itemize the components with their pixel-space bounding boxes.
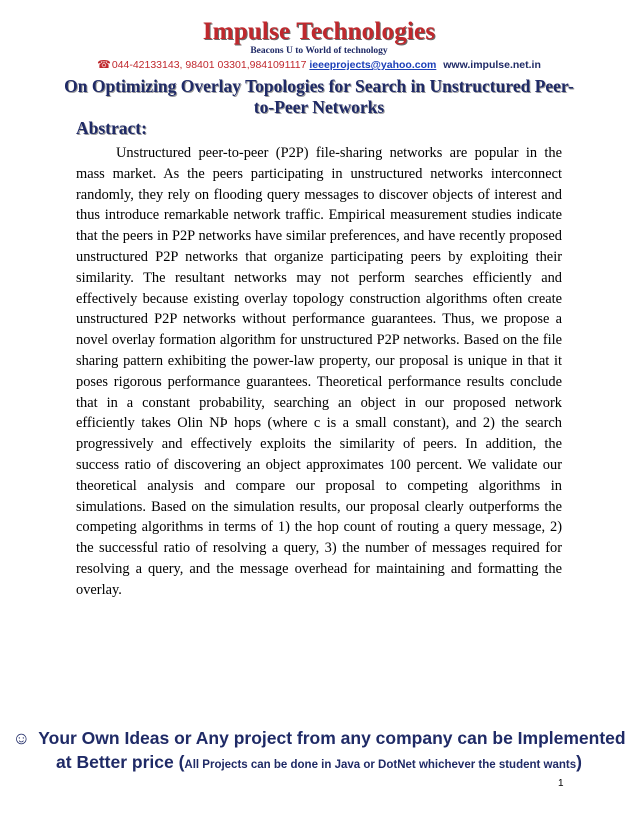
abstract-heading: Abstract: xyxy=(76,118,147,138)
phone-icon: ☎ xyxy=(97,59,111,71)
email-link[interactable]: ieeeprojects@yahoo.com xyxy=(309,59,437,71)
company-tagline: Beacons U to World of technology xyxy=(250,46,388,56)
phone-numbers: 044-42133143, 98401 03301,9841091117 xyxy=(111,59,307,71)
page-number: 1 xyxy=(558,778,564,789)
company-name: Impulse Technologies xyxy=(202,18,436,45)
abstract-body: Unstructured peer-to-peer (P2P) file-sharing networks are popular in the mass market. As the peers participating in unstructured networks interconnect randomly, they rely on flooding query messages to discover objects of interest and thus introduce remarkable network traffic. Empirical measurement studies indicate that the peers in P2P networks have similar preferences, and have recently proposed unstructured P2P networks that organize participating peers by exploiting their similarity. The resultant networks may not perform searches efficiently and effectively because existing overlay topology construction algorithms often create unstructured P2P networks without performance guarantees. Thus, we propose a novel overlay formation algorithm for unstructured P2P networks. Based on the file sharing pattern exhibiting the power-law property, our proposal is unique in that it poses rigorous performance guarantees. Theoretical performance results conclude that in a constant probability, searching an object in our proposed network efficiently takes Olin NÞ hops (where c is a small constant), and 2) the search progressively and effectively exploits the similarity of peers. In addition, the success ratio of discovering an object approximates 100 percent. We validate our theoretical analysis and compare our proposal to competing algorithms in simulations. Based on the simulation results, our proposal clearly outperforms the competing algorithms in terms of 1) the hop count of routing a query message, 2) the successful ratio of resolving a query, 3) the number of messages required for resolving a query, and the message overhead for maintaining and formatting the overlay. xyxy=(76,145,562,598)
promo-line-1 xyxy=(0,728,638,749)
promo-text-1: Your Own Ideas or Any project from any company can be Implemented xyxy=(38,728,626,748)
contact-line xyxy=(0,58,638,71)
promo-line-2 xyxy=(0,752,638,773)
paper-title: On Optimizing Overlay Topologies for Search in Unstructured Peer-to-Peer Networks xyxy=(64,76,574,117)
smiley-icon: ☺ xyxy=(12,728,31,748)
website-link[interactable]: www.impulse.net.in xyxy=(443,59,541,71)
promo-note: All Projects can be done in Java or DotNet whichever the student wants xyxy=(184,759,577,771)
promo-text-2: at Better price ( xyxy=(56,752,185,772)
promo-close: ) xyxy=(576,752,582,772)
